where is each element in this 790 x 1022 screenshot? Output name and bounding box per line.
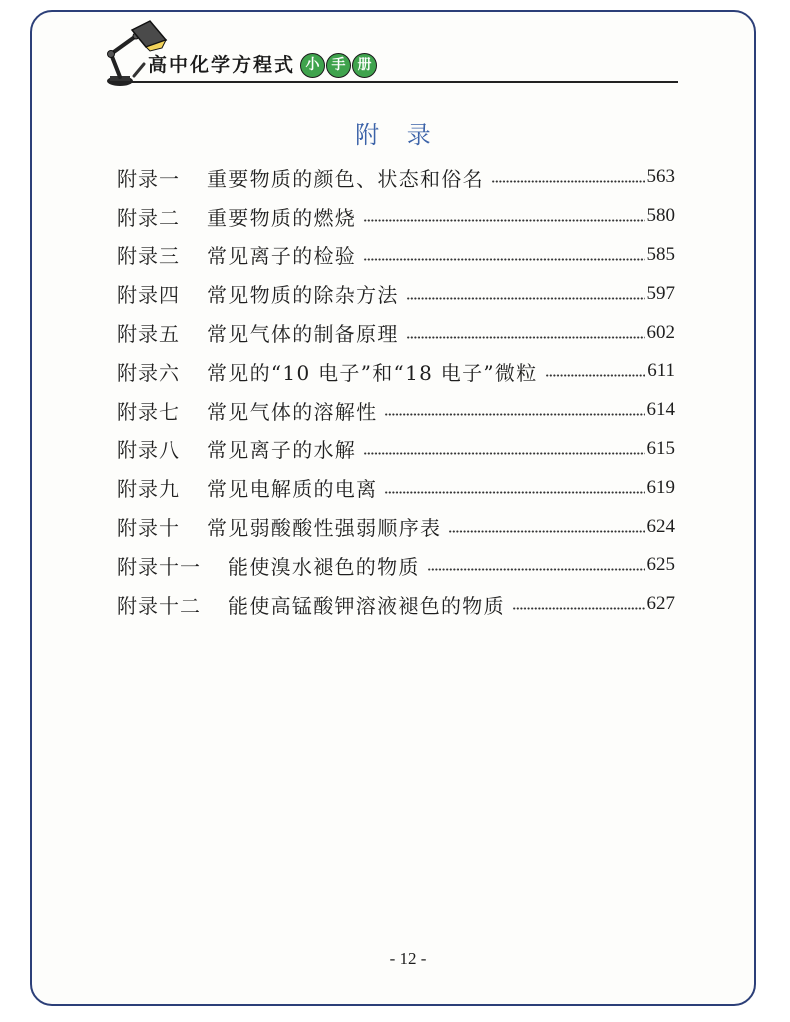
dot-leader [513,607,645,610]
toc-entry [117,274,675,313]
toc-entry [117,546,675,585]
toc-entry [117,197,675,236]
entry-page-number: 602 [646,321,675,343]
entry-page-number: 624 [646,515,675,537]
dot-leader [407,297,645,300]
entry-page-number: 619 [646,476,675,498]
entry-label: 附录二 [117,205,180,230]
entry-title: 能使高锰酸钾溶液褪色的物质 [228,593,505,618]
entry-label: 附录五 [117,322,180,347]
book-title-badges [300,53,377,78]
entry-page-number: 614 [646,399,675,421]
entry-label: 附录七 [117,399,180,424]
entry-label: 附录十二 [117,593,201,618]
entry-title: 常见弱酸酸性强弱顺序表 [207,516,442,541]
toc-entry [117,468,675,507]
book-title: 高中化学方程式 [148,54,296,76]
entry-title: 常见离子的检验 [207,244,357,269]
entry-page-number: 615 [646,437,675,459]
header-divider [112,81,678,83]
dot-leader [546,374,646,377]
entry-label: 附录三 [117,244,180,269]
entry-label: 附录十 [117,516,180,541]
dot-leader [428,568,645,571]
page-number: - 12 - [389,949,427,968]
dot-leader [385,413,644,416]
toc-entry [117,391,675,430]
entry-page-number: 627 [646,593,675,615]
dot-leader [407,336,645,339]
entry-page-number: 563 [646,166,675,188]
entry-label: 附录一 [117,166,180,191]
entry-title: 常见电解质的电离 [207,477,378,502]
dot-leader [385,491,644,494]
title-badge: 册 [352,53,377,78]
entry-page-number: 585 [646,243,675,265]
dot-leader [364,258,644,261]
toc-entry [117,585,675,624]
entry-title: 重要物质的燃烧 [207,205,357,230]
title-badge: 手 [326,53,351,78]
toc-entry [117,507,675,546]
entry-page-number: 597 [646,282,675,304]
entry-page-number: 580 [646,205,675,227]
entry-label: 附录六 [117,360,180,385]
entry-title: 重要物质的颜色、状态和俗名 [207,166,484,191]
entry-title: 常见的“10 电子”和“18 电子”微粒 [207,360,538,385]
entry-label: 附录十一 [117,554,201,579]
entry-label: 附录九 [117,477,180,502]
dot-leader [364,219,644,222]
dot-leader [364,452,644,455]
toc-entry [117,236,675,275]
entry-page-number: 625 [646,554,675,576]
entry-title: 常见离子的水解 [207,438,357,463]
entry-title: 常见物质的除杂方法 [207,283,399,308]
entry-title: 常见气体的制备原理 [207,322,399,347]
title-badge: 小 [300,53,325,78]
table-of-contents [117,158,675,624]
dot-leader [492,180,645,183]
entry-title: 能使溴水褪色的物质 [228,554,420,579]
entry-label: 附录四 [117,283,180,308]
entry-page-number: 611 [647,360,675,382]
toc-entry [117,352,675,391]
section-heading: 附 录 [355,121,441,149]
toc-entry [117,313,675,352]
toc-entry [117,430,675,469]
toc-entry [117,158,675,197]
entry-label: 附录八 [117,438,180,463]
entry-title: 常见气体的溶解性 [207,399,378,424]
dot-leader [449,530,644,533]
